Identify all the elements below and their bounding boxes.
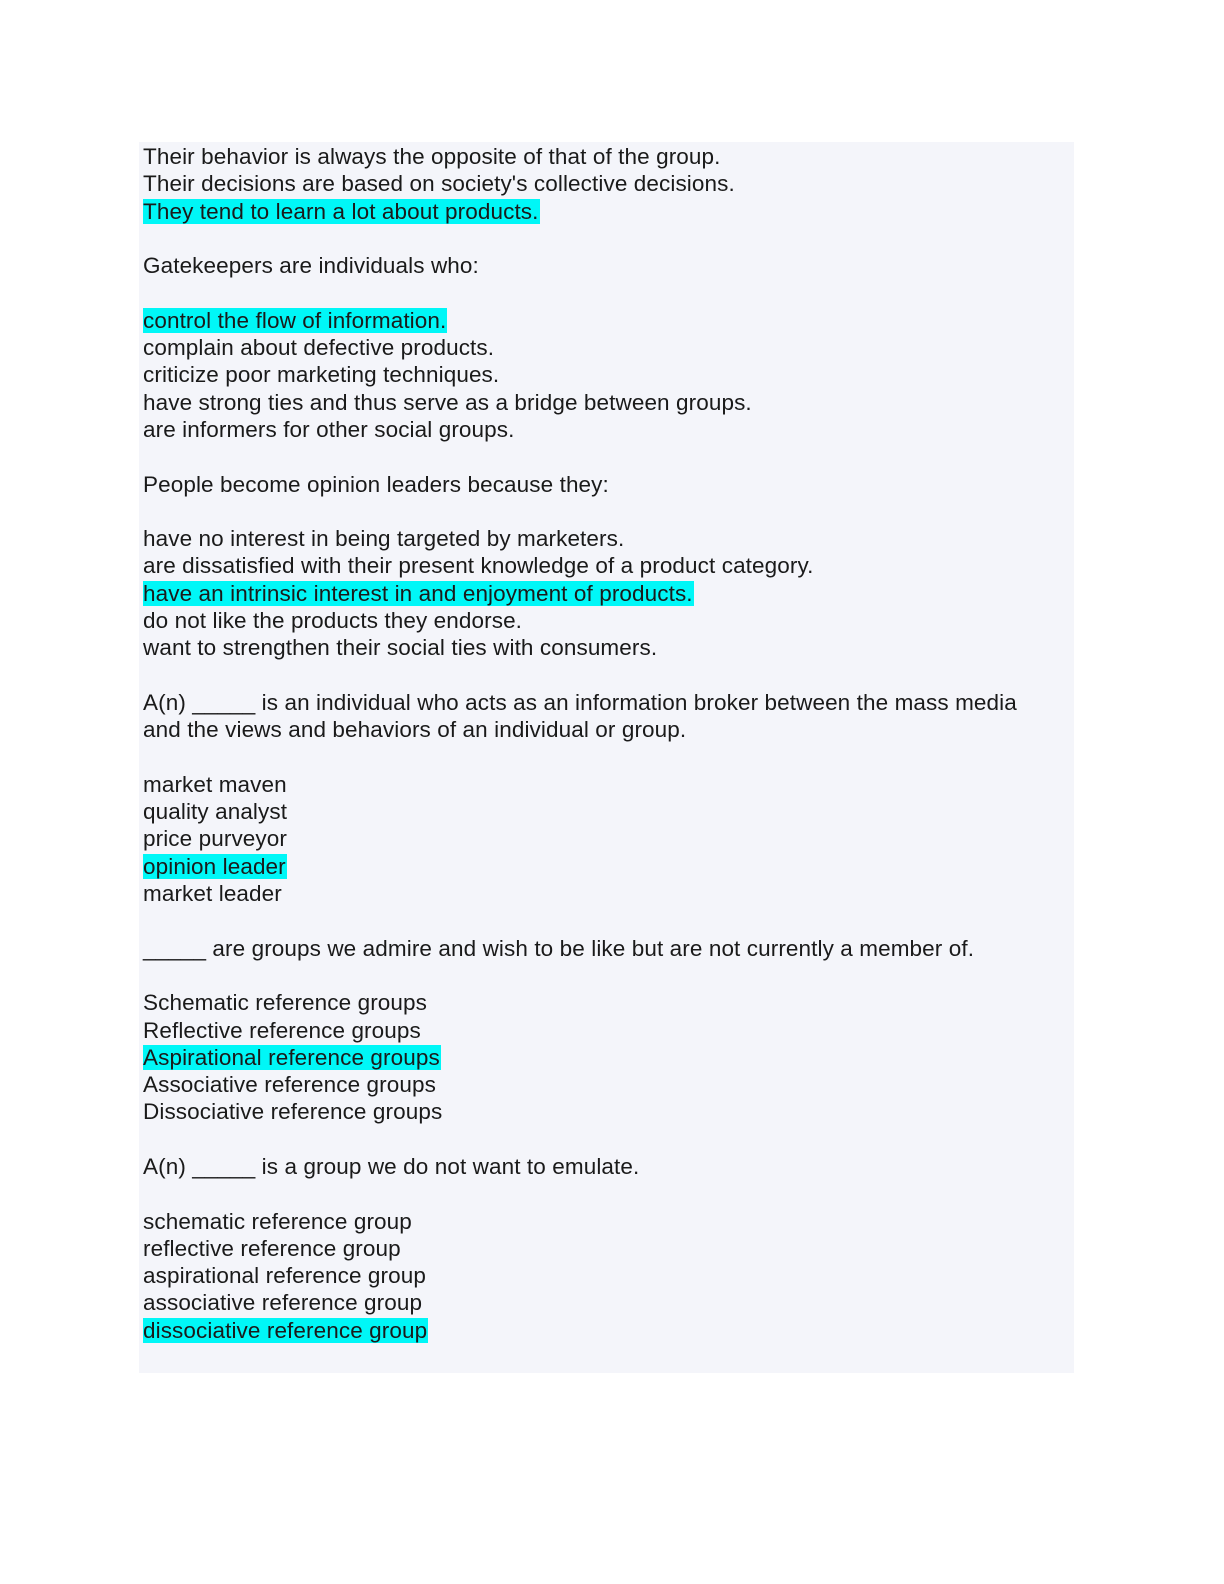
q4-option xyxy=(143,771,1063,798)
q3-option xyxy=(143,634,1063,661)
q4-option xyxy=(143,798,1063,825)
q5-correct-answer-highlight: Aspirational reference groups xyxy=(143,1044,440,1070)
q4-option xyxy=(143,880,1063,907)
q2-option-text: criticize poor marketing techniques. xyxy=(143,362,500,388)
document-content xyxy=(143,143,1063,1344)
q4-option-correct xyxy=(143,853,1063,880)
q6-option xyxy=(143,1208,1063,1235)
q5-option-correct xyxy=(143,1044,1063,1071)
q2-option xyxy=(143,389,1063,416)
q4-option-text: quality analyst xyxy=(143,799,288,825)
q5-option xyxy=(143,989,1063,1016)
q1-option-text: Their behavior is always the opposite of that of the group. xyxy=(143,144,721,169)
q6-question: A(n) _____ is a group we do not want to emulate. xyxy=(143,1153,640,1179)
spacer xyxy=(143,662,1063,689)
spacer xyxy=(143,962,1063,989)
q4-question-line-1: A(n) _____ is an individual who acts as an information broker between the mass media xyxy=(143,689,1017,715)
q3-option xyxy=(143,607,1063,634)
spacer xyxy=(143,1126,1063,1153)
q1-option xyxy=(143,170,1063,197)
spacer xyxy=(143,498,1063,525)
q6-option xyxy=(143,1235,1063,1262)
q3-option-text: are dissatisfied with their present knowledge of a product category. xyxy=(143,553,814,579)
q2-option xyxy=(143,416,1063,443)
q4-option-text: market maven xyxy=(143,771,287,797)
q2-question: Gatekeepers are individuals who: xyxy=(143,253,479,279)
q6-option-text: reflective reference group xyxy=(143,1235,401,1261)
q1-option xyxy=(143,143,1063,170)
spacer xyxy=(143,225,1063,252)
q2-option-text: are informers for other social groups. xyxy=(143,416,515,442)
q2-option xyxy=(143,334,1063,361)
spacer xyxy=(143,279,1063,306)
q1-correct-answer-highlight: They tend to learn a lot about products. xyxy=(143,198,539,224)
q3-option xyxy=(143,552,1063,579)
q3-option-text: do not like the products they endorse. xyxy=(143,608,523,634)
q5-option-text: Associative reference groups xyxy=(143,1072,436,1098)
q3-option-text: have no interest in being targeted by marketers. xyxy=(143,526,625,552)
q6-option xyxy=(143,1262,1063,1289)
q4-option-text: price purveyor xyxy=(143,826,287,852)
q6-correct-answer-highlight: dissociative reference group xyxy=(143,1317,428,1343)
q2-correct-answer-highlight: control the flow of information. xyxy=(143,307,447,333)
q3-option xyxy=(143,525,1063,552)
q6-option-text: aspirational reference group xyxy=(143,1263,426,1289)
q5-option xyxy=(143,1098,1063,1125)
q6-option-text: schematic reference group xyxy=(143,1208,412,1234)
q2-option-text: complain about defective products. xyxy=(143,335,495,361)
q4-option-text: market leader xyxy=(143,881,282,907)
spacer xyxy=(143,1180,1063,1207)
q4-question-line-2: and the views and behaviors of an individual or group. xyxy=(143,717,687,743)
q5-question: _____ are groups we admire and wish to be like but are not currently a member of. xyxy=(143,935,975,961)
q1-option-text: Their decisions are based on society's collective decisions. xyxy=(143,171,735,197)
q2-option-text: have strong ties and thus serve as a bridge between groups. xyxy=(143,389,752,415)
q1-option-correct xyxy=(143,198,1063,225)
q5-option-text: Schematic reference groups xyxy=(143,990,427,1016)
spacer xyxy=(143,443,1063,470)
q3-correct-answer-highlight: have an intrinsic interest in and enjoyment of products. xyxy=(143,580,693,606)
spacer xyxy=(143,744,1063,771)
q5-option xyxy=(143,1071,1063,1098)
q3-option-correct xyxy=(143,580,1063,607)
q5-option-text: Dissociative reference groups xyxy=(143,1099,443,1125)
q4-correct-answer-highlight: opinion leader xyxy=(143,853,286,879)
q4-option xyxy=(143,825,1063,852)
q6-option-text: associative reference group xyxy=(143,1290,423,1316)
q6-option-correct xyxy=(143,1317,1063,1344)
spacer xyxy=(143,907,1063,934)
q2-option xyxy=(143,361,1063,388)
q3-question: People become opinion leaders because they: xyxy=(143,471,609,497)
q5-option-text: Reflective reference groups xyxy=(143,1017,421,1043)
q5-option xyxy=(143,1017,1063,1044)
q3-option-text: want to strengthen their social ties with consumers. xyxy=(143,635,658,661)
q6-option xyxy=(143,1289,1063,1316)
q2-option-correct xyxy=(143,307,1063,334)
